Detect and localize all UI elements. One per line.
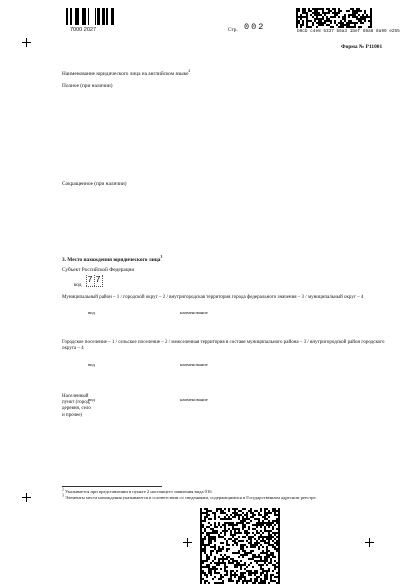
region-code-digit-2: 7 xyxy=(95,275,101,285)
municipal-vid-label: вид xyxy=(88,310,95,315)
full-name-label: Полное (при наличии) xyxy=(62,83,113,89)
barcode-number: 7000 2027 xyxy=(70,27,96,33)
locality-name-label: наименование xyxy=(180,397,208,402)
region-code-label: код xyxy=(74,282,82,288)
section-3-title: 3. Место нахождения юридического лица$^3$ xyxy=(62,255,163,263)
region-code-cells[interactable] xyxy=(86,275,103,287)
registration-cross-bottom-right xyxy=(365,538,374,547)
english-name-heading: Наименование юридического лица на английском языке$^2$ xyxy=(62,69,191,77)
short-name-label: Сокращенное (при наличии) xyxy=(62,181,127,187)
municipal-name-label: наименование xyxy=(180,310,208,315)
footnote-2: $^3$ Элементы места нахождения указываются в соответствии со сведениями, содержащимися в Государственном адресном реестре. xyxy=(62,493,317,500)
settlement-name-label: наименование xyxy=(180,362,208,367)
settlement-vid-label: вид xyxy=(88,362,95,367)
form-number: Форма № Р11001 xyxy=(341,44,383,50)
2d-barcode-bottom xyxy=(200,508,280,584)
page-number: 002 xyxy=(244,22,266,32)
page-label: Стр. xyxy=(228,27,238,33)
footnote-divider xyxy=(62,486,162,487)
region-code-digit-1: 7 xyxy=(87,275,93,285)
barcode-top-left xyxy=(66,8,114,25)
settlement-label: Городское поселение – 1 / сельское поселение – 2 / межселенная территория в составе муниципального района – 3 / внутригородской район городского округа – 4 xyxy=(62,340,385,351)
locality-label: Населенный пункт (город, деревня, село и прочее) xyxy=(62,394,91,418)
region-label: Субъект Российской Федерации xyxy=(62,267,135,273)
barcode-hash: b0cb c4e8 5337 b6a3 1bef 66a8 8a99 e255 xyxy=(297,29,400,34)
locality-vid-label: вид xyxy=(88,397,95,402)
registration-cross-bottom-left xyxy=(22,493,31,502)
registration-cross-top-left xyxy=(22,38,31,47)
footnote-1: $^2$ Указывается при представлении в пункте 2 настоящего заявления вида 016. xyxy=(62,487,213,494)
registration-cross-bottom-center xyxy=(183,538,192,547)
2d-barcode-top-right xyxy=(296,8,372,28)
municipal-district-label: Муниципальный район – 1 / городской округ – 2 / внутригородская территория города федерального значения – 3 / муниципальный округ – 4 xyxy=(62,295,364,300)
